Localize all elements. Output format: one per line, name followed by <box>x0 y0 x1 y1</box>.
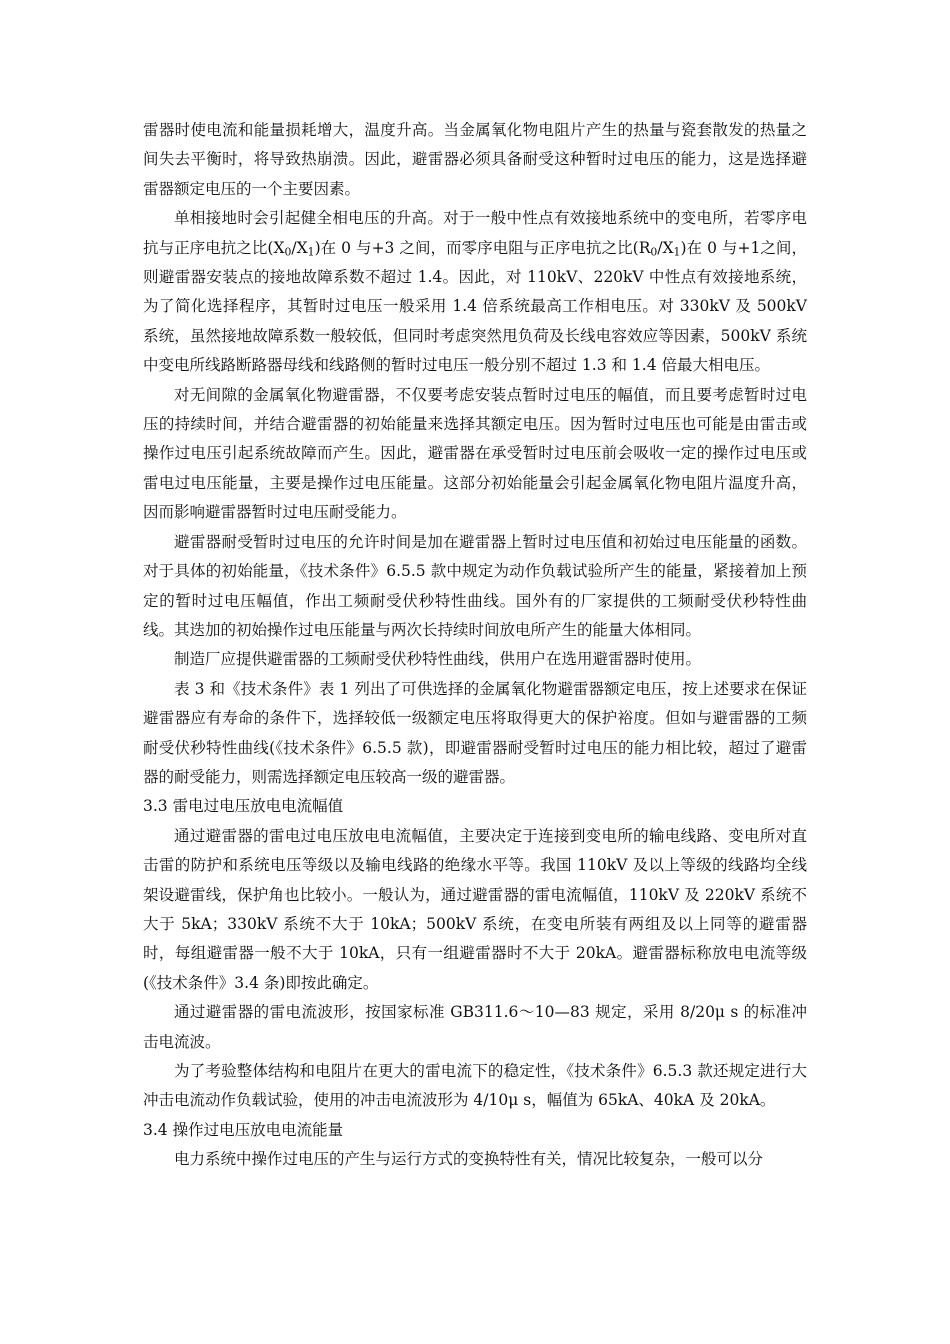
paragraph-4: 避雷器耐受暂时过电压的允许时间是加在避雷器上暂时过电压值和初始过电压能量的函数。对于具体的初始能量，《技术条件》6.5.5 款中规定为动作负载试验所产生的能量，紧接着加上预定的暂时过电压幅值，作出工频耐受伏秒特性曲线。国外有的厂家提供的工频耐受伏秒特性曲线。其迭加的初始操作过电压能量与两次长持续时间放电所产生的能量大体相同。 <box>143 532 807 639</box>
formula-tail: )在 0 与+1 <box>680 238 761 257</box>
formula-slash-1: /X <box>291 238 308 257</box>
paragraph-8: 通过避雷器的雷电流波形，按国家标准 GB311.6～10—83 规定，采用 8/20μ s 的标准冲击电流波。 <box>143 1003 807 1051</box>
body-text <box>143 116 807 1175</box>
subscript-x1: 1 <box>307 245 315 259</box>
paragraph-2 <box>143 204 807 380</box>
paragraph-2-cont: 之间，则避雷器安装点的接地故障系数不超过 1.4。因此，对 110kV、220kV 中性点有效接地系统，为了简化选择程序，其暂时过电压一般采用 1.4 倍系统最高工作相电压。对 330kV 及 500kV 系统，虽然接地故障系数一般较低，但同时考虑突然甩负荷及长线电容效应等因素，500kV 系统中变电所线路断路器母线和线路侧的暂时过电压一般分别不超过 1.3 和 1.4 倍最大相电压。 <box>143 238 807 375</box>
paragraph-10: 电力系统中操作过电压的产生与运行方式的变换特性有关，情况比较复杂，一般可以分 <box>174 1150 764 1169</box>
paragraph-7: 通过避雷器的雷电过电压放电电流幅值，主要决定于连接到变电所的输电线路、变电所对直击雷的防护和系统电压等级以及输电线路的绝缘水平等。我国 110kV 及以上等级的线路均全线架设避雷线，保护角也比较小。一般认为，通过避雷器的雷电流幅值，110kV 及 220kV 系统不大于 5kA；330kV 系统不大于 10kA；500kV 系统，在变电所装有两组及以上同等的避雷器时，每组避雷器一般不大于 10kA，只有一组避雷器时不大于 20kA。避雷器标称放电电流等级(《技术条件》3.4 条)即按此确定。 <box>143 826 807 992</box>
formula-mid: )在 0 与+3 之间，而零序电阻与正序电抗之比(R <box>314 238 651 257</box>
subscript-r0: 0 <box>650 245 658 259</box>
section-heading-3-3: 3.3 雷电过电压放电电流幅值 <box>143 797 344 816</box>
paragraph-5: 制造厂应提供避雷器的工频耐受伏秒特性曲线，供用户在选用避雷器时使用。 <box>174 650 702 669</box>
formula-slash-2: /X <box>657 238 674 257</box>
paragraph-6: 表 3 和《技术条件》表 1 列出了可供选择的金属氧化物避雷器额定电压，按上述要求在保证避雷器应有寿命的条件下，选择较低一级额定电压将取得更大的保护裕度。但如与避雷器的工频耐受伏秒特性曲线(《技术条件》6.5.5 款)，即避雷器耐受暂时过电压的能力相比较，超过了避雷器的耐受能力，则需选择额定电压较高一级的避雷器。 <box>143 679 807 786</box>
paragraph-2-text: 单相接地时会引起健全相电压的升高。对于一般中性点有效接地系统中的变电所，若零序电抗与正序电抗之比(X <box>143 209 807 257</box>
subscript-x0: 0 <box>284 245 292 259</box>
subscript-x1b: 1 <box>673 245 681 259</box>
paragraph-3: 对无间隙的金属氧化物避雷器，不仅要考虑安装点暂时过电压的幅值，而且要考虑暂时过电压的持续时间，并结合避雷器的初始能量来选择其额定电压。因为暂时过电压也可能是由雷击或操作过电压引起系统故障而产生。因此，避雷器在承受暂时过电压前会吸收一定的操作过电压或雷电过电压能量，主要是操作过电压能量。这部分初始能量会引起金属氧化物电阻片温度升高，因而影响避雷器暂时过电压耐受能力。 <box>143 385 807 522</box>
section-heading-3-4: 3.4 操作过电压放电电流能量 <box>143 1120 344 1139</box>
paragraph-9: 为了考验整体结构和电阻片在更大的雷电流下的稳定性，《技术条件》6.5.3 款还规定进行大冲击电流动作负载试验，使用的冲击电流波形为 4/10μ s，幅值为 65kA、40kA 及 20kA。 <box>143 1062 807 1110</box>
paragraph-1: 雷器时使电流和能量损耗增大，温度升高。当金属氧化物电阻片产生的热量与瓷套散发的热量之间失去平衡时，将导致热崩溃。因此，避雷器必须具备耐受这种暂时过电压的能力，这是选择避雷器额定电压的一个主要因素。 <box>143 121 807 198</box>
